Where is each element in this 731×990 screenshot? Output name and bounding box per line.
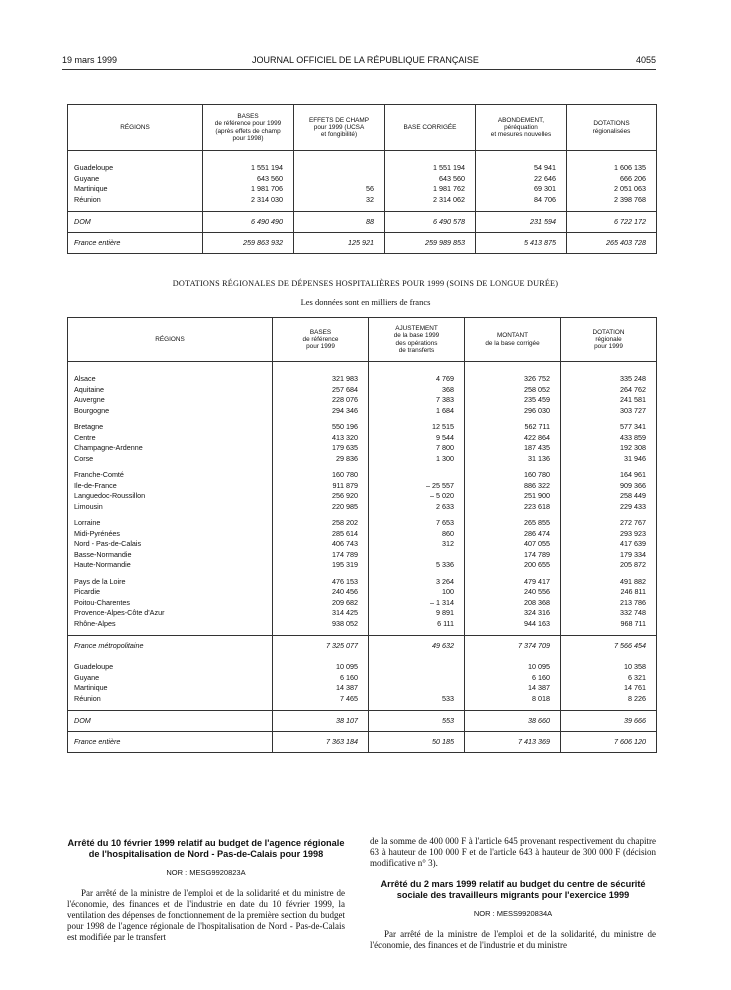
region-label: Champagne-Ardenne [74, 443, 143, 452]
value-cell: 251 900 [465, 491, 561, 502]
region-label: DOM [68, 711, 273, 732]
value-cell: 422 864 [465, 433, 561, 444]
value-cell: 88 [294, 212, 385, 233]
value-cell: 228 076 [273, 395, 369, 406]
region-label: Nord - Pas-de-Calais [74, 539, 142, 548]
region-label: DOM [68, 212, 203, 233]
value-cell: 2 398 768 [567, 195, 657, 206]
value-cell: 258 052 [465, 385, 561, 396]
value-cell: 368 [369, 385, 465, 396]
value-cell: 479 417 [465, 577, 561, 588]
column-header: RÉGIONS [68, 105, 203, 151]
value-cell: 335 248 [561, 374, 657, 385]
value-cell: 938 052 [273, 619, 369, 630]
value-cell: 160 780 [465, 470, 561, 481]
table-caption-subtitle: Les données sont en milliers de francs [300, 297, 431, 307]
value-cell: 3 264 [369, 577, 465, 588]
region-label: Picardie [74, 587, 100, 596]
value-cell: 240 456 [273, 587, 369, 598]
column-header: MONTANT de la base corrigée [465, 318, 561, 362]
value-cell: 246 811 [561, 587, 657, 598]
value-cell: 413 320 [273, 433, 369, 444]
value-cell: 314 425 [273, 608, 369, 619]
value-cell: 49 632 [369, 636, 465, 657]
table-row [68, 470, 657, 481]
table-row [68, 481, 657, 492]
value-cell: 285 614 [273, 529, 369, 540]
region-label: Guadeloupe [74, 662, 114, 671]
region-label: Limousin [74, 501, 103, 511]
value-cell: 577 341 [561, 422, 657, 433]
value-cell: 7 413 369 [465, 732, 561, 753]
value-cell: 22 646 [476, 174, 567, 185]
value-cell: 5 336 [369, 560, 465, 571]
value-cell: 7 800 [369, 443, 465, 454]
table-row [68, 518, 657, 529]
region-label: Rhône-Alpes [74, 618, 116, 628]
value-cell: 14 387 [465, 683, 561, 694]
value-cell: 326 752 [465, 374, 561, 385]
value-cell: 231 594 [476, 212, 567, 233]
region-label: Réunion [74, 693, 101, 703]
value-cell: 213 786 [561, 598, 657, 609]
value-cell: 909 366 [561, 481, 657, 492]
value-cell: 50 185 [369, 732, 465, 753]
value-cell: 332 748 [561, 608, 657, 619]
region-label: Martinique [74, 683, 108, 692]
region-label: Pays de la Loire [74, 576, 126, 586]
table-row [68, 598, 657, 609]
region-label: Bourgogne [74, 405, 110, 415]
value-cell: 205 872 [561, 560, 657, 571]
value-cell: 256 920 [273, 491, 369, 502]
value-cell: 38 107 [273, 711, 369, 732]
header-rule [62, 69, 656, 70]
region-label: France métropolitaine [68, 636, 273, 657]
value-cell: 264 762 [561, 385, 657, 396]
value-cell: 968 711 [561, 619, 657, 630]
value-cell: 7 325 077 [273, 636, 369, 657]
value-cell: 31 136 [465, 454, 561, 465]
value-cell: 164 961 [561, 470, 657, 481]
value-cell: 7 363 184 [273, 732, 369, 753]
column-header: ABONDEMENT, péréquation et mesures nouvelles [476, 105, 567, 151]
table-row [68, 673, 657, 684]
table-row [68, 560, 657, 571]
value-cell: 324 316 [465, 608, 561, 619]
column-header: DOTATION régionale pour 1999 [561, 318, 657, 362]
value-cell: 293 923 [561, 529, 657, 540]
region-label: Haute-Normandie [74, 560, 131, 569]
value-cell: 4 769 [369, 374, 465, 385]
column-header: BASES de référence pour 1999 [273, 318, 369, 362]
value-cell: 200 655 [465, 560, 561, 571]
value-cell: 220 985 [273, 502, 369, 513]
table-row [68, 732, 657, 753]
column-header: EFFETS DE CHAMP pour 1999 (UCSA et fongibilité) [294, 105, 385, 151]
value-cell: 2 314 030 [203, 195, 294, 206]
value-cell: 257 684 [273, 385, 369, 396]
value-cell: 286 474 [465, 529, 561, 540]
table-row [68, 502, 657, 513]
value-cell [294, 174, 385, 185]
value-cell: 195 319 [273, 560, 369, 571]
value-cell: 179 334 [561, 550, 657, 561]
table-row [68, 385, 657, 396]
region-label: Martinique [74, 184, 108, 193]
value-cell [369, 673, 465, 684]
value-cell: 272 767 [561, 518, 657, 529]
column-header: DOTATIONS régionalisées [567, 105, 657, 151]
table-row [68, 550, 657, 561]
column-header: BASES de référence pour 1999 (après effets de champ pour 1998) [203, 105, 294, 151]
value-cell: 8 226 [561, 694, 657, 705]
value-cell: 1 981 762 [385, 184, 476, 195]
value-cell: 553 [369, 711, 465, 732]
column-header: RÉGIONS [68, 318, 273, 362]
value-cell: 39 666 [561, 711, 657, 732]
value-cell: 550 196 [273, 422, 369, 433]
dom-dotations-table [67, 104, 657, 254]
value-cell: 2 633 [369, 502, 465, 513]
value-cell: 944 163 [465, 619, 561, 630]
value-cell: 6 321 [561, 673, 657, 684]
article-nord-pas-de-calais [67, 838, 345, 943]
value-cell: 208 368 [465, 598, 561, 609]
value-cell: 125 921 [294, 233, 385, 254]
value-cell: 886 322 [465, 481, 561, 492]
table-row [68, 491, 657, 502]
value-cell: 1 551 194 [385, 163, 476, 174]
value-cell: 100 [369, 587, 465, 598]
value-cell: 1 551 194 [203, 163, 294, 174]
table-row [68, 454, 657, 465]
value-cell: 1 606 135 [567, 163, 657, 174]
value-cell: – 5 020 [369, 491, 465, 502]
value-cell: 14 387 [273, 683, 369, 694]
value-cell: 6 160 [465, 673, 561, 684]
value-cell: 9 891 [369, 608, 465, 619]
value-cell: 192 308 [561, 443, 657, 454]
value-cell: 406 743 [273, 539, 369, 550]
value-cell: 209 682 [273, 598, 369, 609]
value-cell: 1 684 [369, 406, 465, 417]
value-cell: 265 403 728 [567, 233, 657, 254]
table-row [68, 184, 657, 195]
value-cell: 235 459 [465, 395, 561, 406]
region-label: Ile-de-France [74, 480, 117, 490]
value-cell [369, 470, 465, 481]
region-label: Centre [74, 432, 96, 442]
value-cell: 179 635 [273, 443, 369, 454]
value-cell: 321 983 [273, 374, 369, 385]
value-cell: 38 660 [465, 711, 561, 732]
region-label: Corse [74, 453, 94, 463]
article-continuation: de la somme de 400 000 F à l'article 645 provenant respectivement du chapitre 63 à hauteur de 100 000 F et de l'article 643 à hauteur de 300 000 F (décision modificative n° 3). [370, 836, 656, 868]
value-cell: 296 030 [465, 406, 561, 417]
nor-reference: NOR : MESG9920823A [166, 868, 246, 877]
value-cell: 860 [369, 529, 465, 540]
value-cell: 54 941 [476, 163, 567, 174]
table-row [68, 174, 657, 185]
value-cell: 643 560 [203, 174, 294, 185]
value-cell: 491 882 [561, 577, 657, 588]
value-cell: 2 051 063 [567, 184, 657, 195]
column-header: AJUSTEMENT de la base 1999 des opérations de transferts [369, 318, 465, 362]
region-label: Poitou-Charentes [74, 597, 130, 607]
article-title: Arrêté du 10 février 1999 relatif au budget de l'agence régionale de l'hospitalisation de Nord - Pas-de-Calais pour 1998 [67, 838, 345, 859]
table-row [68, 443, 657, 454]
value-cell: 258 449 [561, 491, 657, 502]
value-cell: 7 566 454 [561, 636, 657, 657]
header-date: 19 mars 1999 [62, 55, 118, 65]
value-cell: 7 465 [273, 694, 369, 705]
spacer-row [68, 362, 657, 375]
table-row [68, 636, 657, 657]
region-label: Guadeloupe [74, 163, 114, 172]
value-cell: 7 374 709 [465, 636, 561, 657]
table-row [68, 619, 657, 630]
table-row [68, 195, 657, 206]
table-row [68, 608, 657, 619]
region-label: Franche-Comté [74, 470, 124, 479]
value-cell: – 1 314 [369, 598, 465, 609]
value-cell: 187 435 [465, 443, 561, 454]
region-label: Guyane [74, 672, 100, 682]
value-cell: 32 [294, 195, 385, 206]
table-row [68, 374, 657, 385]
value-cell: 294 346 [273, 406, 369, 417]
value-cell [369, 683, 465, 694]
region-label: Réunion [74, 194, 101, 204]
region-label: Basse-Normandie [74, 549, 132, 559]
table-row [68, 433, 657, 444]
table-row [68, 422, 657, 433]
value-cell: 240 556 [465, 587, 561, 598]
value-cell: 666 206 [567, 174, 657, 185]
region-label: Lorraine [74, 518, 101, 527]
value-cell: 29 836 [273, 454, 369, 465]
table-row [68, 694, 657, 705]
value-cell: 241 581 [561, 395, 657, 406]
value-cell: 69 301 [476, 184, 567, 195]
value-cell: 265 855 [465, 518, 561, 529]
region-label: Languedoc-Roussillon [74, 491, 146, 500]
value-cell: 417 639 [561, 539, 657, 550]
value-cell: 7 653 [369, 518, 465, 529]
value-cell: 6 111 [369, 619, 465, 630]
article-body: Par arrêté de la ministre de l'emploi et de la solidarité et du ministre de l'économie, des finances et de l'industrie en date du 10 février 1999, la ventilation des dépenses de fonctionnement de la première section du budget pour 1998 de l'agence régionale de l'hospitalisation de Nord - Pas-de-Calais est modifiée par le transfert [67, 888, 345, 942]
value-cell: 259 989 853 [385, 233, 476, 254]
value-cell: 10 358 [561, 662, 657, 673]
value-cell: 1 981 706 [203, 184, 294, 195]
table-row [68, 577, 657, 588]
article-body: Par arrêté de la ministre de l'emploi et de la solidarité, du ministre de l'économie, des finances et de l'industrie et du ministre [370, 929, 656, 950]
value-cell: 84 706 [476, 195, 567, 206]
table-row [68, 163, 657, 174]
table-row [68, 711, 657, 732]
nor-reference: NOR : MESS9920834A [473, 909, 553, 918]
region-label: Auvergne [74, 395, 105, 404]
value-cell: – 25 557 [369, 481, 465, 492]
value-cell: 303 727 [561, 406, 657, 417]
value-cell: 12 515 [369, 422, 465, 433]
table-row [68, 212, 657, 233]
value-cell: 312 [369, 539, 465, 550]
value-cell: 7 606 120 [561, 732, 657, 753]
value-cell: 6 722 172 [567, 212, 657, 233]
article-travailleurs-migrants [370, 836, 656, 951]
value-cell: 259 863 932 [203, 233, 294, 254]
value-cell: 911 879 [273, 481, 369, 492]
value-cell: 6 160 [273, 673, 369, 684]
region-label: Midi-Pyrénées [74, 528, 120, 538]
table-row [68, 529, 657, 540]
value-cell [369, 662, 465, 673]
value-cell: 31 946 [561, 454, 657, 465]
spacer-row [68, 151, 657, 164]
table-caption-title: DOTATIONS RÉGIONALES DE DÉPENSES HOSPITALIÈRES POUR 1999 (SOINS DE LONGUE DURÉE) [172, 279, 559, 288]
longue-duree-dotations-table [67, 317, 657, 753]
table-row [68, 587, 657, 598]
region-label: France entière [68, 732, 273, 753]
header-page-number: 4055 [635, 55, 656, 65]
value-cell: 10 095 [273, 662, 369, 673]
table-row [68, 233, 657, 254]
value-cell: 533 [369, 694, 465, 705]
value-cell: 9 544 [369, 433, 465, 444]
region-label: Bretagne [74, 422, 104, 431]
value-cell: 643 560 [385, 174, 476, 185]
region-label: Alsace [74, 374, 96, 383]
value-cell: 223 618 [465, 502, 561, 513]
value-cell: 2 314 062 [385, 195, 476, 206]
value-cell: 562 711 [465, 422, 561, 433]
value-cell: 1 300 [369, 454, 465, 465]
value-cell: 174 789 [273, 550, 369, 561]
value-cell [294, 163, 385, 174]
region-label: Guyane [74, 173, 100, 183]
value-cell: 229 433 [561, 502, 657, 513]
value-cell: 5 413 875 [476, 233, 567, 254]
value-cell: 258 202 [273, 518, 369, 529]
table-row [68, 395, 657, 406]
value-cell: 56 [294, 184, 385, 195]
article-title: Arrêté du 2 mars 1999 relatif au budget du centre de sécurité sociale des travailleurs migrants pour l'exercice 1999 [380, 879, 646, 900]
table-row [68, 539, 657, 550]
value-cell [369, 550, 465, 561]
value-cell: 433 859 [561, 433, 657, 444]
table-row [68, 683, 657, 694]
value-cell: 476 153 [273, 577, 369, 588]
value-cell: 160 780 [273, 470, 369, 481]
value-cell: 6 490 578 [385, 212, 476, 233]
value-cell: 174 789 [465, 550, 561, 561]
value-cell: 6 490 490 [203, 212, 294, 233]
region-label: Aquitaine [74, 384, 104, 394]
value-cell: 8 018 [465, 694, 561, 705]
region-label: Provence-Alpes-Côte d'Azur [74, 608, 165, 617]
header-title: JOURNAL OFFICIEL DE LA RÉPUBLIQUE FRANÇAISE [252, 55, 479, 65]
value-cell: 407 055 [465, 539, 561, 550]
value-cell: 7 383 [369, 395, 465, 406]
table-row [68, 406, 657, 417]
table-row [68, 662, 657, 673]
value-cell: 10 095 [465, 662, 561, 673]
region-label: France entière [68, 233, 203, 254]
value-cell: 14 761 [561, 683, 657, 694]
column-header: BASE CORRIGÉE [385, 105, 476, 151]
